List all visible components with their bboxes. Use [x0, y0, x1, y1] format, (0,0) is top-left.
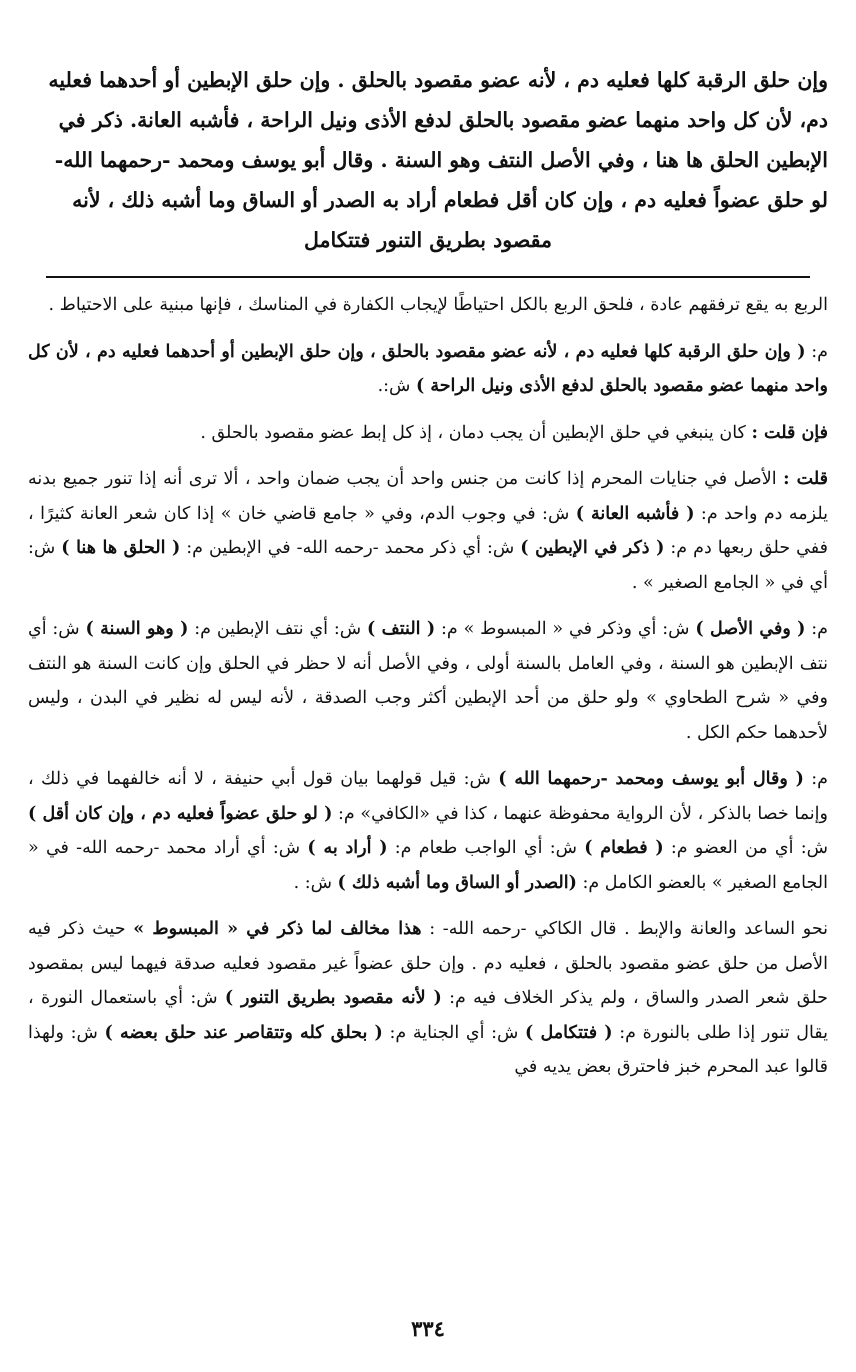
bold-segment: قلت : — [783, 469, 828, 489]
commentary-paragraph — [28, 612, 828, 750]
bold-segment: ( الحلق ها هنا ) — [61, 538, 181, 558]
commentary-paragraph — [28, 912, 828, 1085]
text-segment: ش: أي أراد محمد -رحمه الله- في « الجامع الصغير » بالعضو الكامل م: — [28, 838, 828, 893]
main-text-line: الإبطين الحلق ها هنا ، وفي الأصل النتف وهو السنة . وقال أبو يوسف ومحمد -رحمهما الله- — [54, 148, 828, 172]
bold-segment: ( فطعام ) — [584, 838, 664, 858]
text-segment: م: — [803, 769, 828, 789]
text-segment: ش: أي نتف الإبطين هو السنة ، وفي العامل بالسنة أولى ، وفي الأصل أنه لا حظر في الحلق وإن كانت السنة هو النتف وفي « شرح الطحاوي » ولو حلق من أحد الإبطين أكثر وجب الصدقة ، لأنه ليس له نظير في البدن ، وليس لأحدهما حكم الكل . — [28, 619, 828, 743]
commentary-paragraph — [28, 416, 828, 451]
text-segment: ش: أي من العضو م: — [663, 838, 829, 858]
bold-segment: ( النتف ) — [366, 619, 436, 639]
bold-segment: ( وإن حلق الرقبة كلها فعليه دم ، لأنه عضو مقصود بالحلق ، وإن حلق الإبطين أو أحدهما فعليه دم ، لأن كل واحد منهما عضو مقصود بالحلق لدفع الأذى ونيل الراحة ) — [28, 341, 828, 396]
bold-segment: ( فتتكامل ) — [525, 1022, 613, 1043]
text-segment: م: — [805, 619, 828, 639]
text-segment: الربع به يقع ترفقهم عادة ، فلحق الربع بالكل احتياطًا لإيجاب الكفارة في المناسك ، فإنها مبنية على الاحتياط . — [48, 295, 828, 315]
text-segment: م: — [805, 341, 829, 362]
main-text — [28, 60, 828, 260]
text-segment: ش: قيل قولهما بيان قول أبي حنيفة ، لا أنه خالفهما في ذلك ، وإنما خصا بالذكر ، لأن الرواية محفوظة عنهما ، كذا في «الكافي» م: — [28, 769, 828, 824]
bold-segment: ( لأنه مقصود بطريق التنور ) — [224, 988, 442, 1008]
text-segment: ش: ولهذا قالوا عبد المحرم خبز فاحترق بعض يديه في — [28, 1022, 828, 1077]
text-segment: ش: أي ذكر محمد -رحمه الله- في الإبطين م: — [180, 538, 521, 558]
main-text-line: وإن حلق الرقبة كلها فعليه دم ، لأنه عضو مقصود بالحلق . وإن حلق الإبطين أو أحدهما فعليه — [48, 68, 828, 92]
text-segment: ش: . — [293, 872, 338, 893]
main-text-line: دم، لأن كل واحد منهما عضو مقصود بالحلق لدفع الأذى ونيل الراحة ، فأشبه العانة. ذكر في — [58, 108, 828, 132]
text-segment: الأصل في جنايات المحرم إذا كانت من جنس واحد أن يجب ضمان واحد ، ألا ترى أنه إذا تنور جميع بدنه يلزمه دم واحد م: — [28, 469, 828, 524]
bold-segment: ( أراد به ) — [307, 838, 388, 858]
text-segment: ش: أي وذكر في « المبسوط » م: — [435, 619, 696, 639]
bold-segment: ( ذكر في الإبطين ) — [520, 538, 665, 558]
text-segment: ش: أي نتف الإبطين م: — [188, 619, 367, 639]
text-segment: ش: أي في « الجامع الصغير » . — [28, 538, 828, 593]
text-segment: ش:. — [377, 376, 416, 396]
bold-segment: ( وهو السنة ) — [85, 619, 189, 639]
main-text-line: لو حلق عضواً فعليه دم ، وإن كان أقل فطعام أراد به الصدر أو الساق وما أشبه ذلك ، لأنه — [72, 188, 828, 212]
commentary-paragraph — [28, 335, 828, 404]
separator-line — [46, 276, 810, 278]
bold-segment: ( فأشبه العانة ) — [575, 503, 695, 524]
text-segment: كان ينبغي في حلق الإبطين أن يجب دمان ، إذ كل إبط عضو مقصود بالحلق . — [200, 422, 752, 443]
commentary — [28, 288, 828, 1085]
commentary-paragraph — [28, 288, 828, 323]
bold-segment: فإن قلت : — [751, 422, 828, 443]
bold-segment: ( وفي الأصل ) — [695, 619, 806, 639]
bold-segment: ( لو حلق عضواً فعليه دم ، وإن كان أقل ) — [28, 803, 333, 824]
text-segment: ش: في وجوب الدم، وفي « جامع قاضي خان » إذا كان شعر العانة كثيرًا ، ففي حلق ربعها دم م: — [28, 503, 828, 558]
text-segment: ش: أي باستعمال النورة ، يقال تنور إذا طلى بالنورة م: — [28, 988, 829, 1043]
text-segment: ش: أي الجناية م: — [382, 1022, 526, 1043]
text-segment: ش: أي الواجب طعام م: — [387, 838, 585, 858]
main-text-line: مقصود بطريق التنور فتتكامل — [304, 228, 552, 252]
bold-segment: ( بحلق كله وتتقاصر عند حلق بعضه ) — [104, 1022, 383, 1043]
text-segment: نحو الساعد والعانة والإبط . قال الكاكي -رحمه الله- : — [421, 919, 828, 939]
bold-segment: هذا مخالف لما ذكر في « المبسوط » — [133, 919, 422, 939]
bold-segment: (الصدر أو الساق وما أشبه ذلك ) — [337, 872, 577, 893]
page-number: ٣٣٤ — [411, 1316, 445, 1341]
text-segment: حيث ذكر فيه الأصل من حلق عضو مقصود بالحلق ، فعليه دم . وإن حلق عضواً غير مقصود فعليه صدقة فيهما ليس بمقصود حلق شعر الصدر والساق ، ولم يذكر الخلاف فيه م: — [28, 919, 828, 1008]
commentary-paragraph — [28, 462, 828, 600]
bold-segment: ( وقال أبو يوسف ومحمد -رحمهما الله ) — [498, 769, 804, 789]
commentary-paragraph — [28, 762, 828, 900]
